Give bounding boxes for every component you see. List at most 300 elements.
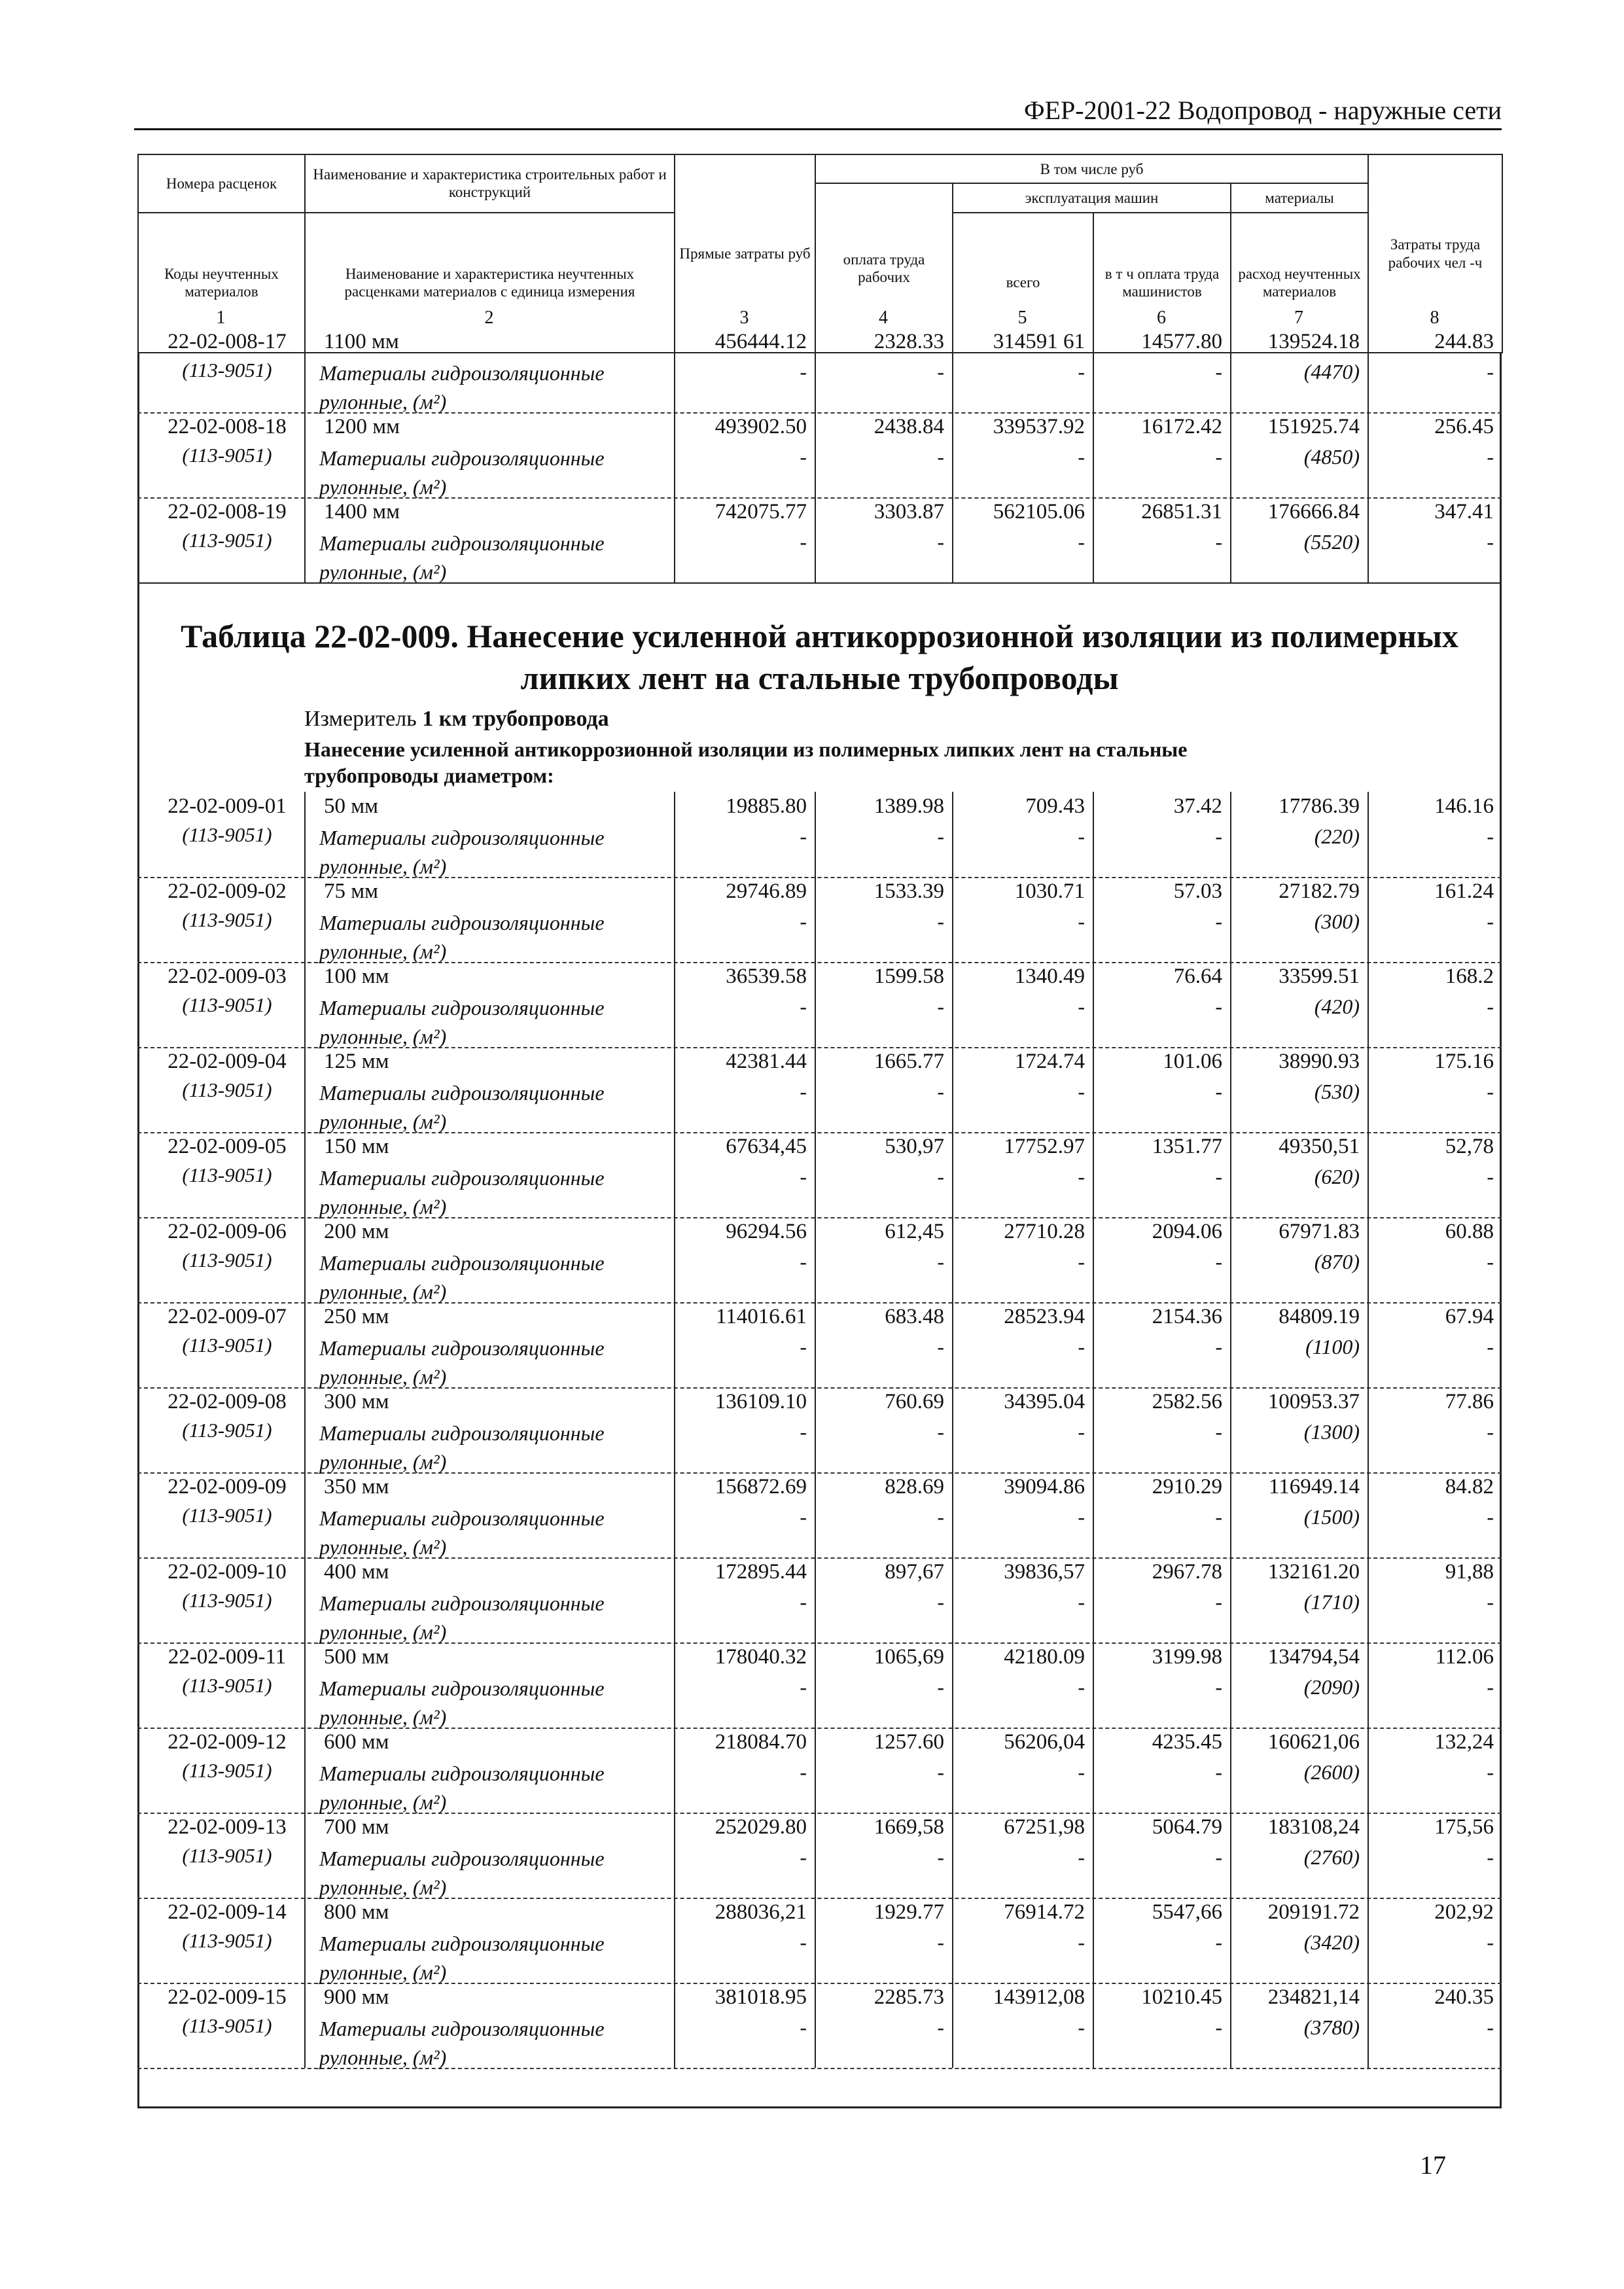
material-quantity: (5520) bbox=[1303, 530, 1360, 554]
empty-dash: - bbox=[937, 995, 944, 1018]
column-divider bbox=[1230, 1217, 1231, 1302]
empty-dash: - bbox=[937, 910, 944, 933]
column-divider bbox=[1368, 962, 1369, 1047]
material-name-line: рулонные, (м²) bbox=[319, 855, 447, 878]
empty-dash: - bbox=[1078, 445, 1085, 469]
column-divider bbox=[952, 1472, 953, 1557]
direct-costs: 96294.56 bbox=[726, 1220, 807, 1243]
column-divider bbox=[952, 1642, 953, 1728]
empty-dash: - bbox=[1078, 2015, 1085, 2039]
material-name-line: Материалы гидроизоляционные bbox=[319, 1847, 605, 1870]
col-header-in-that: В том числе руб bbox=[815, 154, 1368, 183]
empty-dash: - bbox=[1078, 1930, 1085, 1954]
material-quantity: (1100) bbox=[1305, 1335, 1360, 1358]
column-divider bbox=[304, 412, 306, 497]
column-divider bbox=[815, 1047, 816, 1132]
machinist-wages: 16172.42 bbox=[1141, 415, 1222, 438]
work-name: 250 мм bbox=[324, 1305, 389, 1328]
empty-dash: - bbox=[1487, 1420, 1494, 1444]
empty-dash: - bbox=[1215, 530, 1222, 554]
rate-code: 22-02-008-18 bbox=[168, 415, 287, 438]
material-quantity: (420) bbox=[1314, 995, 1360, 1018]
materials-cost: 49350,51 bbox=[1279, 1135, 1360, 1158]
table-row bbox=[137, 962, 1502, 1048]
direct-costs: 742075.77 bbox=[715, 500, 807, 523]
empty-dash: - bbox=[1487, 1505, 1494, 1529]
material-quantity: (2760) bbox=[1303, 1845, 1360, 1869]
work-name: 900 мм bbox=[324, 1985, 389, 2009]
materials-cost: 116949.14 bbox=[1268, 1475, 1360, 1499]
direct-costs: 252029.80 bbox=[715, 1815, 807, 1839]
material-quantity: (2090) bbox=[1303, 1675, 1360, 1699]
machinist-wages: 14577.80 bbox=[1141, 330, 1222, 353]
rate-code: 22-02-008-17 bbox=[168, 330, 287, 353]
wages: 1533.39 bbox=[874, 879, 944, 903]
column-divider bbox=[952, 1557, 953, 1642]
column-divider bbox=[815, 877, 816, 962]
col-header-direct-costs: Прямые затраты руб bbox=[675, 154, 815, 353]
material-quantity: (1500) bbox=[1303, 1505, 1360, 1529]
materials-cost: 139524.18 bbox=[1267, 330, 1360, 353]
column-divider bbox=[815, 497, 816, 582]
empty-dash: - bbox=[800, 1675, 807, 1699]
empty-dash: - bbox=[1078, 910, 1085, 933]
empty-dash: - bbox=[937, 1505, 944, 1529]
empty-dash: - bbox=[1078, 1845, 1085, 1869]
column-divider bbox=[1093, 497, 1094, 582]
page-header bbox=[134, 92, 1502, 130]
column-divider bbox=[1093, 1217, 1094, 1302]
machines-total: 28523.94 bbox=[1004, 1305, 1085, 1328]
empty-dash: - bbox=[800, 1165, 807, 1188]
column-divider bbox=[304, 1472, 306, 1557]
direct-costs: 36539.58 bbox=[726, 965, 807, 988]
empty-dash: - bbox=[937, 1165, 944, 1188]
direct-costs: 178040.32 bbox=[715, 1645, 807, 1669]
work-name: 350 мм bbox=[324, 1475, 389, 1499]
work-name: 1100 мм bbox=[324, 330, 399, 353]
column-divider bbox=[304, 327, 306, 412]
col-header-codes: Номера расценок bbox=[138, 154, 305, 213]
empty-dash: - bbox=[1487, 825, 1494, 848]
labor-hours: 347.41 bbox=[1434, 500, 1494, 523]
column-divider bbox=[674, 1983, 675, 2068]
column-divider bbox=[1230, 1642, 1231, 1728]
empty-dash: - bbox=[800, 1760, 807, 1784]
machinist-wages: 2967.78 bbox=[1152, 1560, 1222, 1584]
material-code: (113-9051) bbox=[182, 1163, 272, 1186]
column-divider bbox=[674, 1047, 675, 1132]
column-divider bbox=[674, 1132, 675, 1217]
material-name-line: рулонные, (м²) bbox=[319, 1450, 447, 1474]
column-divider bbox=[1093, 1728, 1094, 1813]
work-name: 800 мм bbox=[324, 1900, 389, 1924]
column-divider bbox=[1230, 1472, 1231, 1557]
direct-costs: 29746.89 bbox=[726, 879, 807, 903]
empty-dash: - bbox=[1487, 1165, 1494, 1188]
column-divider bbox=[1230, 1047, 1231, 1132]
direct-costs: 172895.44 bbox=[715, 1560, 807, 1584]
column-divider bbox=[1093, 1813, 1094, 1898]
machines-total: 42180.09 bbox=[1004, 1645, 1085, 1669]
material-name-line: рулонные, (м²) bbox=[319, 1025, 447, 1048]
empty-dash: - bbox=[800, 530, 807, 554]
column-divider bbox=[1093, 792, 1094, 877]
empty-dash: - bbox=[1215, 445, 1222, 469]
material-name-line: рулонные, (м²) bbox=[319, 1110, 447, 1133]
rate-code: 22-02-009-13 bbox=[168, 1815, 287, 1839]
machinist-wages: 57.03 bbox=[1173, 879, 1222, 903]
wages: 2438.84 bbox=[874, 415, 944, 438]
material-name-line: рулонные, (м²) bbox=[319, 1620, 447, 1644]
group-title-line-1: Нанесение усиленной антикоррозионной изоляции из полимерных липких лент на стальные bbox=[304, 737, 1188, 761]
empty-dash: - bbox=[937, 1250, 944, 1273]
labor-hours: 112.06 bbox=[1435, 1645, 1494, 1669]
material-quantity: (4470) bbox=[1303, 360, 1360, 383]
column-divider bbox=[815, 792, 816, 877]
material-code: (113-9051) bbox=[182, 529, 272, 552]
labor-hours: 175.16 bbox=[1434, 1050, 1494, 1073]
column-divider bbox=[1093, 1047, 1094, 1132]
empty-dash: - bbox=[800, 910, 807, 933]
direct-costs: 493902.50 bbox=[715, 415, 807, 438]
column-divider bbox=[1230, 412, 1231, 497]
material-name-line: рулонные, (м²) bbox=[319, 1961, 447, 1984]
empty-dash: - bbox=[1078, 1760, 1085, 1784]
column-divider bbox=[1368, 412, 1369, 497]
col-header-material-use: расход неучтенных материалов bbox=[1231, 213, 1368, 353]
wages: 612,45 bbox=[885, 1220, 944, 1243]
column-divider bbox=[674, 962, 675, 1047]
column-divider bbox=[952, 497, 953, 582]
column-divider bbox=[1230, 962, 1231, 1047]
column-divider bbox=[304, 792, 306, 877]
empty-dash: - bbox=[1487, 1590, 1494, 1614]
direct-costs: 288036,21 bbox=[715, 1900, 807, 1924]
labor-hours: 168.2 bbox=[1445, 965, 1494, 988]
material-code: (113-9051) bbox=[182, 993, 272, 1016]
material-code: (113-9051) bbox=[182, 1249, 272, 1271]
material-quantity: (1710) bbox=[1303, 1590, 1360, 1614]
materials-cost: 151925.74 bbox=[1267, 415, 1360, 438]
column-divider bbox=[815, 1898, 816, 1983]
rate-code: 22-02-009-02 bbox=[168, 879, 287, 903]
empty-dash: - bbox=[1078, 1250, 1085, 1273]
column-divider bbox=[674, 792, 675, 877]
work-name: 600 мм bbox=[324, 1730, 389, 1754]
materials-cost: 27182.79 bbox=[1279, 879, 1360, 903]
column-divider bbox=[1368, 792, 1369, 877]
machinist-wages: 1351.77 bbox=[1152, 1135, 1222, 1158]
column-divider bbox=[1093, 1983, 1094, 2068]
material-name-line: рулонные, (м²) bbox=[319, 1535, 447, 1559]
table-row bbox=[137, 1217, 1502, 1304]
material-code: (113-9051) bbox=[182, 1759, 272, 1782]
work-name: 300 мм bbox=[324, 1390, 389, 1413]
machinist-wages: 2094.06 bbox=[1152, 1220, 1222, 1243]
col-header-machinist-wages: в т ч оплата труда машинистов bbox=[1093, 213, 1231, 353]
wages: 3303.87 bbox=[874, 500, 944, 523]
machinist-wages: 101.06 bbox=[1163, 1050, 1222, 1073]
table-row bbox=[137, 497, 1502, 584]
column-divider bbox=[1368, 1472, 1369, 1557]
column-divider bbox=[1093, 327, 1094, 412]
column-divider bbox=[1093, 1132, 1094, 1217]
column-divider bbox=[1093, 1302, 1094, 1387]
machines-total: 1030.71 bbox=[1014, 879, 1085, 903]
wages: 683.48 bbox=[885, 1305, 944, 1328]
table-row bbox=[137, 877, 1502, 963]
material-code: (113-9051) bbox=[182, 1334, 272, 1357]
column-divider bbox=[1230, 877, 1231, 962]
labor-hours: 52,78 bbox=[1445, 1135, 1494, 1158]
machines-total: 1724.74 bbox=[1014, 1050, 1085, 1073]
material-quantity: (530) bbox=[1314, 1080, 1360, 1103]
wages: 828.69 bbox=[885, 1475, 944, 1499]
col-number: 5 bbox=[1017, 308, 1027, 328]
table-row bbox=[137, 1813, 1502, 1899]
empty-dash: - bbox=[1487, 530, 1494, 554]
empty-dash: - bbox=[1078, 1675, 1085, 1699]
work-name: 150 мм bbox=[324, 1135, 389, 1158]
group-title-line-2: трубопроводы диаметром: bbox=[304, 764, 554, 787]
material-code: (113-9051) bbox=[182, 908, 272, 931]
column-divider bbox=[304, 1898, 306, 1983]
empty-dash: - bbox=[1078, 1590, 1085, 1614]
column-divider bbox=[304, 497, 306, 582]
column-divider bbox=[815, 962, 816, 1047]
direct-costs: 156872.69 bbox=[715, 1475, 807, 1499]
page-number: 17 bbox=[1420, 2150, 1446, 2180]
material-quantity: (300) bbox=[1314, 910, 1360, 933]
machines-total: 562105.06 bbox=[993, 500, 1085, 523]
rate-code: 22-02-009-14 bbox=[168, 1900, 287, 1924]
empty-dash: - bbox=[1215, 2015, 1222, 2039]
labor-hours: 175,56 bbox=[1434, 1815, 1494, 1839]
material-quantity: (620) bbox=[1314, 1165, 1360, 1188]
work-name: 125 мм bbox=[324, 1050, 389, 1073]
column-divider bbox=[815, 1642, 816, 1728]
column-divider bbox=[304, 1387, 306, 1472]
machines-total: 67251,98 bbox=[1004, 1815, 1085, 1839]
column-divider bbox=[815, 1728, 816, 1813]
column-divider bbox=[952, 1217, 953, 1302]
material-name-line: Материалы гидроизоляционные bbox=[319, 2017, 605, 2040]
column-divider bbox=[674, 497, 675, 582]
column-divider bbox=[674, 1898, 675, 1983]
column-divider bbox=[1230, 497, 1231, 582]
material-name-line: Материалы гидроизоляционные bbox=[319, 911, 605, 934]
material-quantity: (3780) bbox=[1303, 2015, 1360, 2039]
column-divider bbox=[674, 1217, 675, 1302]
material-quantity: (4850) bbox=[1303, 445, 1360, 469]
empty-dash: - bbox=[1215, 1165, 1222, 1188]
material-code: (113-9051) bbox=[182, 823, 272, 846]
col-header-materials: материалы bbox=[1231, 183, 1368, 212]
direct-costs: 218084.70 bbox=[715, 1730, 807, 1754]
material-name-line: рулонные, (м²) bbox=[319, 560, 447, 584]
column-divider bbox=[304, 1813, 306, 1898]
empty-dash: - bbox=[1487, 360, 1494, 383]
labor-hours: 244.83 bbox=[1434, 330, 1494, 353]
table-row bbox=[137, 1472, 1502, 1559]
col-number: 8 bbox=[1430, 308, 1439, 328]
group-title bbox=[304, 736, 1417, 789]
table-row bbox=[137, 412, 1502, 499]
wages: 1669,58 bbox=[874, 1815, 944, 1839]
materials-cost: 234821,14 bbox=[1267, 1985, 1360, 2009]
empty-dash: - bbox=[1215, 1080, 1222, 1103]
empty-dash: - bbox=[1078, 825, 1085, 848]
column-divider bbox=[952, 412, 953, 497]
machinist-wages: 5547,66 bbox=[1152, 1900, 1222, 1924]
column-divider bbox=[304, 1728, 306, 1813]
column-divider bbox=[952, 1132, 953, 1217]
rate-code: 22-02-009-03 bbox=[168, 965, 287, 988]
material-name-line: рулонные, (м²) bbox=[319, 1195, 447, 1218]
empty-dash: - bbox=[937, 1930, 944, 1954]
empty-dash: - bbox=[1078, 360, 1085, 383]
work-name: 500 мм bbox=[324, 1645, 389, 1669]
column-divider bbox=[952, 962, 953, 1047]
materials-cost: 183108,24 bbox=[1267, 1815, 1360, 1839]
column-divider bbox=[1368, 1557, 1369, 1642]
empty-dash: - bbox=[1487, 995, 1494, 1018]
wages: 1929.77 bbox=[874, 1900, 944, 1924]
rate-code: 22-02-009-12 bbox=[168, 1730, 287, 1754]
material-name-line: Материалы гидроизоляционные bbox=[319, 1166, 605, 1190]
material-name-line: Материалы гидроизоляционные bbox=[319, 1336, 605, 1360]
empty-dash: - bbox=[1078, 1505, 1085, 1529]
material-code: (113-9051) bbox=[182, 1504, 272, 1527]
column-divider bbox=[815, 1472, 816, 1557]
column-divider bbox=[1093, 877, 1094, 962]
col-number: 4 bbox=[879, 308, 888, 328]
section-title-line-2: липких лент на стальные трубопроводы bbox=[520, 660, 1119, 696]
material-code: (113-9051) bbox=[182, 359, 272, 382]
material-quantity: (870) bbox=[1314, 1250, 1360, 1273]
wages: 897,67 bbox=[885, 1560, 944, 1584]
column-divider bbox=[304, 877, 306, 962]
col-number: 1 bbox=[216, 308, 226, 328]
wages: 2328.33 bbox=[874, 330, 944, 353]
empty-dash: - bbox=[1215, 995, 1222, 1018]
rate-code: 22-02-009-09 bbox=[168, 1475, 287, 1499]
column-divider bbox=[1368, 1983, 1369, 2068]
empty-dash: - bbox=[1215, 1675, 1222, 1699]
column-divider bbox=[1368, 1217, 1369, 1302]
column-divider bbox=[1230, 1983, 1231, 2068]
column-divider bbox=[1093, 1898, 1094, 1983]
empty-dash: - bbox=[1487, 2015, 1494, 2039]
col-header-unaccounted-name: Наименование и характеристика неучтенных расценками материалов с единица измерения bbox=[305, 213, 675, 353]
empty-dash: - bbox=[937, 825, 944, 848]
machines-total: 314591 61 bbox=[993, 330, 1085, 353]
empty-dash: - bbox=[1487, 1250, 1494, 1273]
empty-dash: - bbox=[1215, 1845, 1222, 1869]
empty-dash: - bbox=[937, 1760, 944, 1784]
material-name-line: Материалы гидроизоляционные bbox=[319, 1251, 605, 1275]
document-title: ФЕР-2001-22 Водопровод - наружные сети bbox=[1024, 96, 1502, 125]
empty-dash: - bbox=[937, 1590, 944, 1614]
empty-dash: - bbox=[1215, 1250, 1222, 1273]
column-divider bbox=[815, 327, 816, 412]
labor-hours: 161.24 bbox=[1434, 879, 1494, 903]
labor-hours: 91,88 bbox=[1445, 1560, 1494, 1584]
material-code: (113-9051) bbox=[182, 1078, 272, 1101]
machines-total: 27710.28 bbox=[1004, 1220, 1085, 1243]
machines-total: 76914.72 bbox=[1004, 1900, 1085, 1924]
empty-dash: - bbox=[1487, 1930, 1494, 1954]
column-divider bbox=[1368, 327, 1369, 412]
rate-code: 22-02-008-19 bbox=[168, 500, 287, 523]
column-divider bbox=[952, 877, 953, 962]
empty-dash: - bbox=[937, 1675, 944, 1699]
empty-dash: - bbox=[800, 1505, 807, 1529]
work-name: 700 мм bbox=[324, 1815, 389, 1839]
empty-dash: - bbox=[1215, 1590, 1222, 1614]
empty-dash: - bbox=[800, 1845, 807, 1869]
column-divider bbox=[1093, 962, 1094, 1047]
column-divider bbox=[952, 792, 953, 877]
direct-costs: 114016.61 bbox=[715, 1305, 807, 1328]
empty-dash: - bbox=[1487, 1760, 1494, 1784]
machines-total: 709.43 bbox=[1025, 794, 1085, 818]
material-name-line: Материалы гидроизоляционные bbox=[319, 1591, 605, 1615]
materials-cost: 132161.20 bbox=[1267, 1560, 1360, 1584]
rate-code: 22-02-009-11 bbox=[168, 1645, 287, 1669]
column-divider bbox=[304, 1557, 306, 1642]
empty-dash: - bbox=[1487, 1845, 1494, 1869]
col-header-name: Наименование и характеристика строительных работ и конструкций bbox=[305, 154, 675, 213]
column-divider bbox=[1093, 1642, 1094, 1728]
materials-cost: 33599.51 bbox=[1279, 965, 1360, 988]
column-divider bbox=[674, 412, 675, 497]
column-divider bbox=[1368, 877, 1369, 962]
material-name-line: Материалы гидроизоляционные bbox=[319, 446, 605, 470]
empty-dash: - bbox=[1215, 1420, 1222, 1444]
column-divider bbox=[1368, 1898, 1369, 1983]
work-name: 50 мм bbox=[324, 794, 379, 818]
empty-dash: - bbox=[1078, 1165, 1085, 1188]
material-name-line: Материалы гидроизоляционные bbox=[319, 1081, 605, 1105]
empty-dash: - bbox=[937, 1420, 944, 1444]
material-quantity: (220) bbox=[1314, 825, 1360, 848]
column-divider bbox=[1230, 1898, 1231, 1983]
work-name: 200 мм bbox=[324, 1220, 389, 1243]
col-number: 2 bbox=[484, 308, 494, 328]
wages: 2285.73 bbox=[874, 1985, 944, 2009]
rate-code: 22-02-009-07 bbox=[168, 1305, 287, 1328]
material-name-line: Материалы гидроизоляционные bbox=[319, 361, 605, 385]
column-divider bbox=[304, 1217, 306, 1302]
col-header-wages: оплата труда рабочих bbox=[815, 183, 953, 353]
material-name-line: рулонные, (м²) bbox=[319, 1280, 447, 1304]
column-divider bbox=[304, 962, 306, 1047]
measure-value: 1 км трубопровода bbox=[422, 707, 609, 731]
table-row bbox=[137, 1557, 1502, 1644]
column-divider bbox=[952, 1387, 953, 1472]
empty-dash: - bbox=[1215, 825, 1222, 848]
column-divider bbox=[815, 1217, 816, 1302]
direct-costs: 381018.95 bbox=[715, 1985, 807, 2009]
col-number: 7 bbox=[1294, 308, 1303, 328]
table-row bbox=[137, 1898, 1502, 1984]
material-name-line: рулонные, (м²) bbox=[319, 475, 447, 499]
column-divider bbox=[674, 1472, 675, 1557]
empty-dash: - bbox=[1078, 1080, 1085, 1103]
empty-dash: - bbox=[1215, 1335, 1222, 1358]
